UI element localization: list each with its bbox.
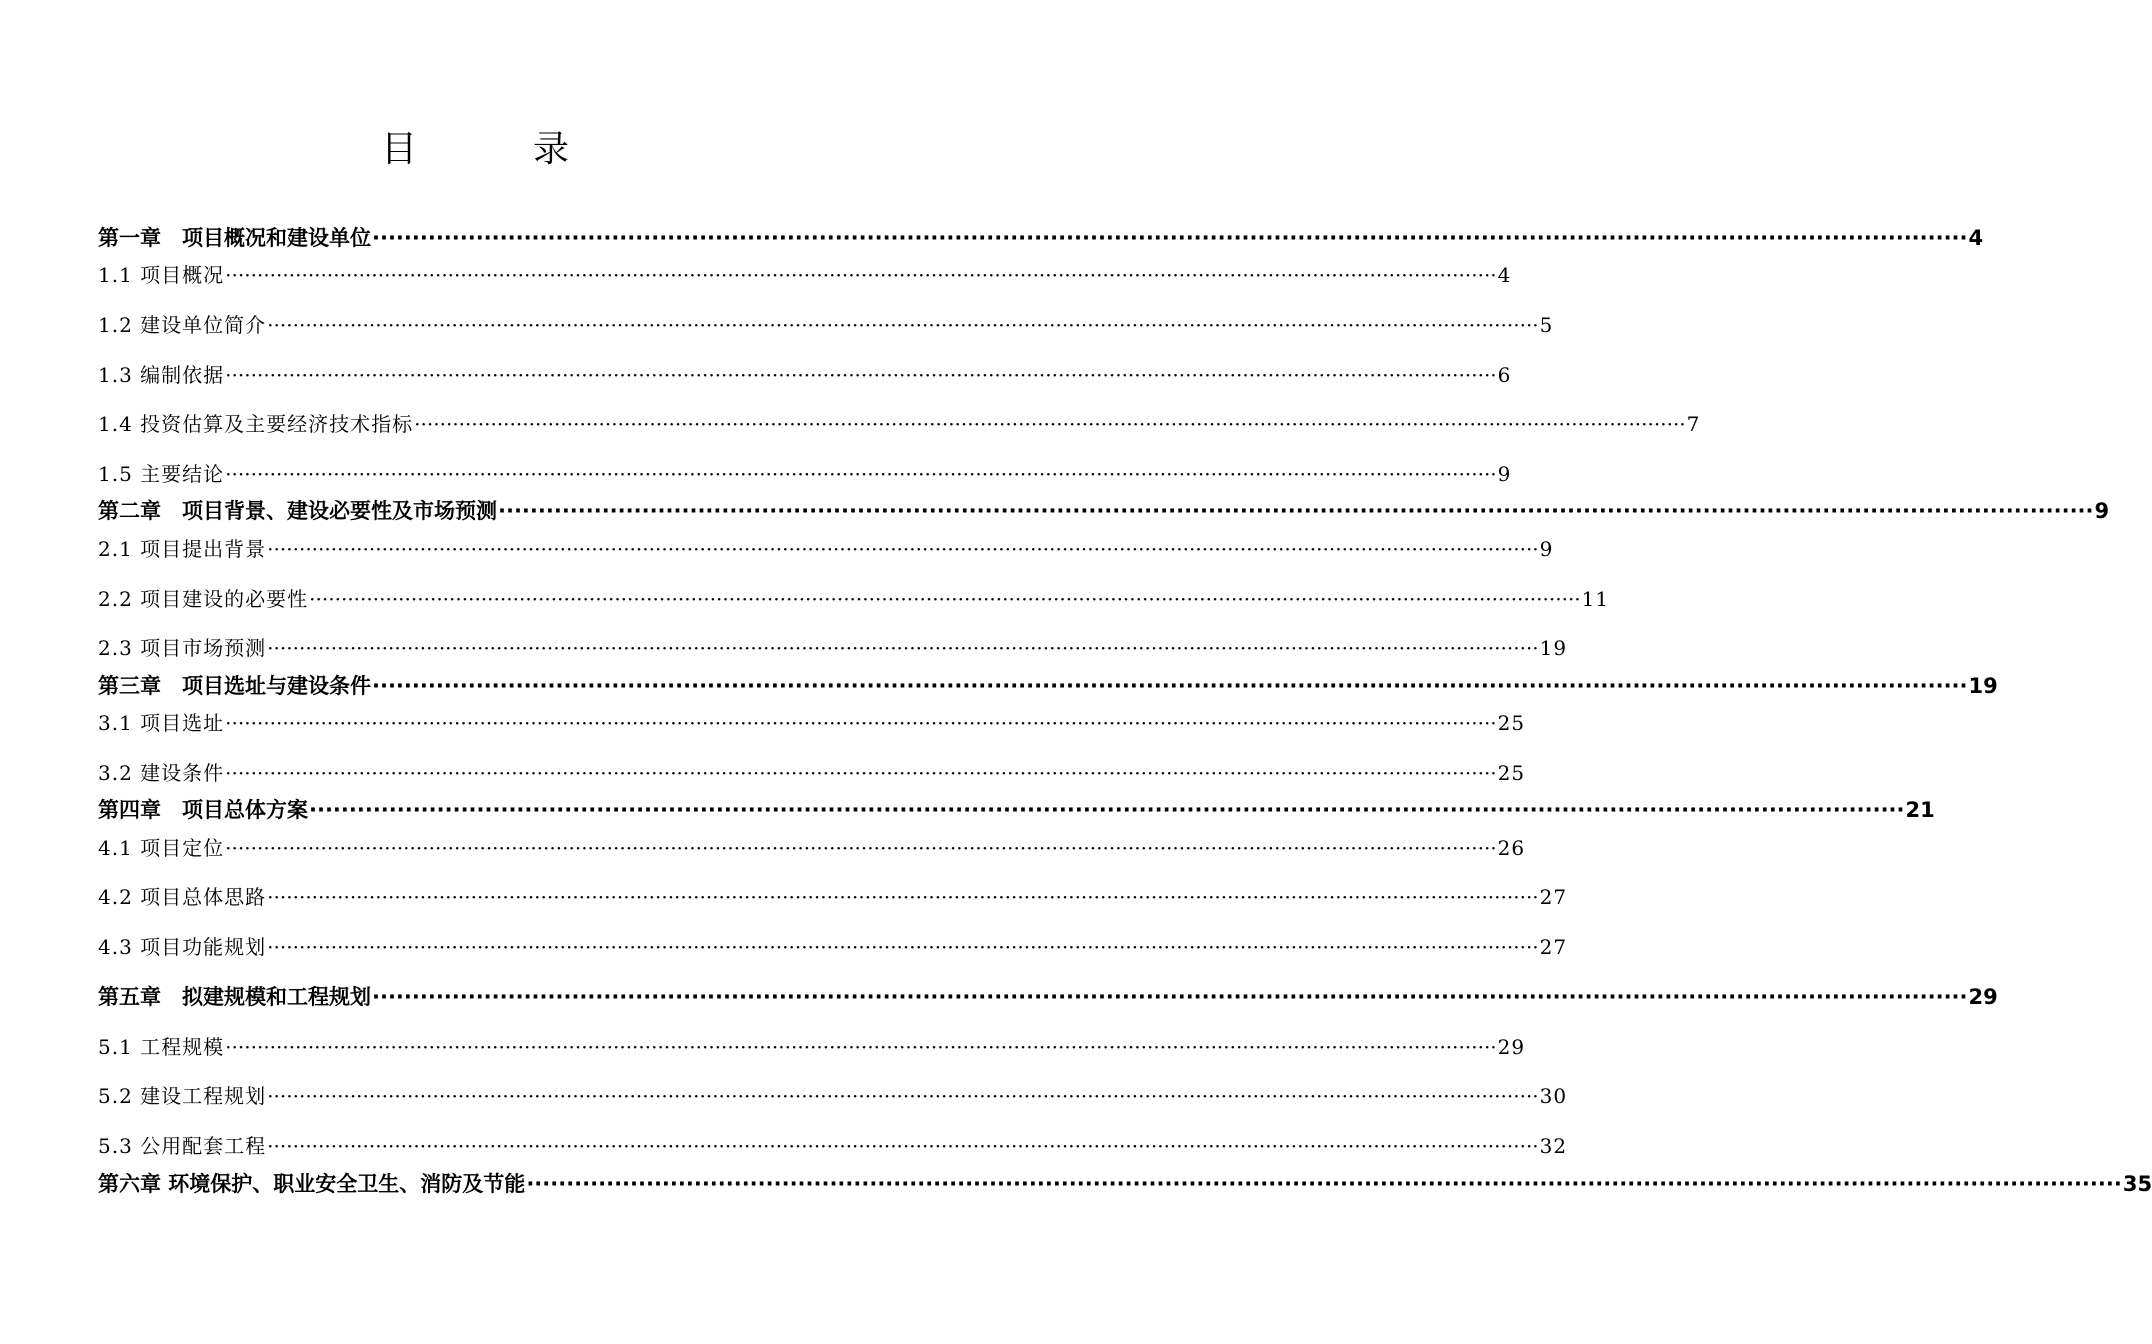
toc-entry-title: 1.4 投资估算及主要经济技术指标 [98,412,414,436]
toc-page-number: 29 [1968,985,1998,1009]
toc-section-entry[interactable] [98,458,1512,487]
toc-section-entry[interactable] [98,359,1512,388]
dot-leader: ········································································································································································································ [267,885,1539,909]
toc-page-number: 4 [1497,263,1512,287]
toc-page-number: 32 [1539,1134,1568,1158]
dot-leader: ········································································································································································································ [225,462,1497,486]
dot-leader: ········································································································································································································ [498,499,2094,523]
dot-leader: ········································································································································································································ [267,1084,1539,1108]
dot-leader: ········································································································································································································ [372,674,1968,698]
toc-section-entry[interactable] [98,533,1554,562]
toc-entry-title: 第二章 项目背景、建设必要性及市场预测 [98,499,497,523]
toc-entry-title: 1.2 建设单位简介 [98,313,267,337]
dot-leader: ········································································································································································································ [225,263,1497,287]
dot-leader: ········································································································································································································ [372,226,1968,250]
toc-entry-title: 5.1 工程规模 [98,1035,225,1059]
toc-section-entry[interactable] [98,931,1568,960]
toc-page-number: 27 [1539,935,1568,959]
toc-section-entry[interactable] [98,632,1568,661]
toc-page-number: 11 [1581,587,1610,611]
toc-section-entry[interactable] [98,309,1554,338]
toc-section-entry[interactable] [98,757,1526,786]
dot-leader: ········································································································································································································ [225,761,1497,785]
toc-entry-title: 第三章 项目选址与建设条件 [98,674,371,698]
toc-section-entry[interactable] [98,583,1610,612]
toc-chapter-entry[interactable] [98,222,1984,252]
toc-entry-title: 4.1 项目定位 [98,836,225,860]
toc-page-number: 9 [1539,537,1554,561]
toc-entry-title: 5.2 建设工程规划 [98,1084,267,1108]
toc-section-entry[interactable] [98,707,1526,736]
toc-chapter-entry[interactable] [98,495,2110,525]
toc-entry-title: 4.3 项目功能规划 [98,935,267,959]
dot-leader: ········································································································································································································ [526,1172,2122,1196]
dot-leader: ········································································································································································································ [309,587,1581,611]
toc-entry-title: 2.3 项目市场预测 [98,636,267,660]
toc-entry-title: 第六章 环境保护、职业安全卫生、消防及节能 [98,1172,526,1196]
dot-leader: ········································································································································································································ [267,636,1539,660]
toc-page-number: 7 [1686,412,1701,436]
toc-page-number: 5 [1539,313,1554,337]
dot-leader: ········································································································································································································ [267,935,1539,959]
toc-page-number: 26 [1497,836,1526,860]
page-title: 目 录 [380,129,609,170]
toc-entry-title: 3.2 建设条件 [98,761,225,785]
toc-entry-title: 第一章 项目概况和建设单位 [98,226,371,250]
toc-page-number: 29 [1497,1035,1526,1059]
toc-entry-title: 2.1 项目提出背景 [98,537,267,561]
toc-section-entry[interactable] [98,881,1568,910]
toc-page-number: 27 [1539,885,1568,909]
dot-leader: ········································································································································································································ [267,313,1539,337]
toc-entry-title: 1.1 项目概况 [98,263,225,287]
toc-section-entry[interactable] [98,832,1526,861]
toc-section-entry[interactable] [98,1130,1568,1159]
toc-entry-title: 第四章 项目总体方案 [98,798,308,822]
dot-leader: ········································································································································································································ [414,412,1686,436]
toc-page-number: 30 [1539,1084,1568,1108]
toc-page-number: 21 [1905,798,1935,822]
toc-page-number: 9 [1497,462,1512,486]
dot-leader: ········································································································································································································ [225,1035,1497,1059]
toc-chapter-entry[interactable] [98,670,1998,700]
toc-page-number: 9 [2094,499,2110,523]
dot-leader: ········································································································································································································ [309,798,1905,822]
toc-section-entry[interactable] [98,408,1701,437]
toc-page-number: 35 [2122,1172,2152,1196]
dot-leader: ········································································································································································································ [225,836,1497,860]
toc-entry-title: 1.5 主要结论 [98,462,225,486]
toc-page-number: 4 [1968,226,1984,250]
toc-entry-title: 1.3 编制依据 [98,363,225,387]
toc-entry-title: 3.1 项目选址 [98,711,225,735]
toc-page-number: 6 [1497,363,1512,387]
toc-chapter-entry[interactable] [98,1168,2152,1198]
toc-page-number: 19 [1539,636,1568,660]
toc-section-entry[interactable] [98,1080,1568,1109]
toc-entry-title: 第五章 拟建规模和工程规划 [98,985,371,1009]
toc-section-entry[interactable] [98,1031,1526,1060]
toc-page-number: 25 [1497,761,1526,785]
toc-page-number: 19 [1968,674,1998,698]
toc-chapter-entry[interactable] [98,794,1935,824]
dot-leader: ········································································································································································································ [225,711,1497,735]
toc-page-number: 25 [1497,711,1526,735]
toc-entry-title: 2.2 项目建设的必要性 [98,587,309,611]
toc-chapter-entry[interactable] [98,981,1998,1011]
toc-section-entry[interactable] [98,259,1512,288]
dot-leader: ········································································································································································································ [267,537,1539,561]
dot-leader: ········································································································································································································ [225,363,1497,387]
dot-leader: ········································································································································································································ [372,985,1968,1009]
toc-entry-title: 5.3 公用配套工程 [98,1134,267,1158]
toc-entry-title: 4.2 项目总体思路 [98,885,267,909]
dot-leader: ········································································································································································································ [267,1134,1539,1158]
